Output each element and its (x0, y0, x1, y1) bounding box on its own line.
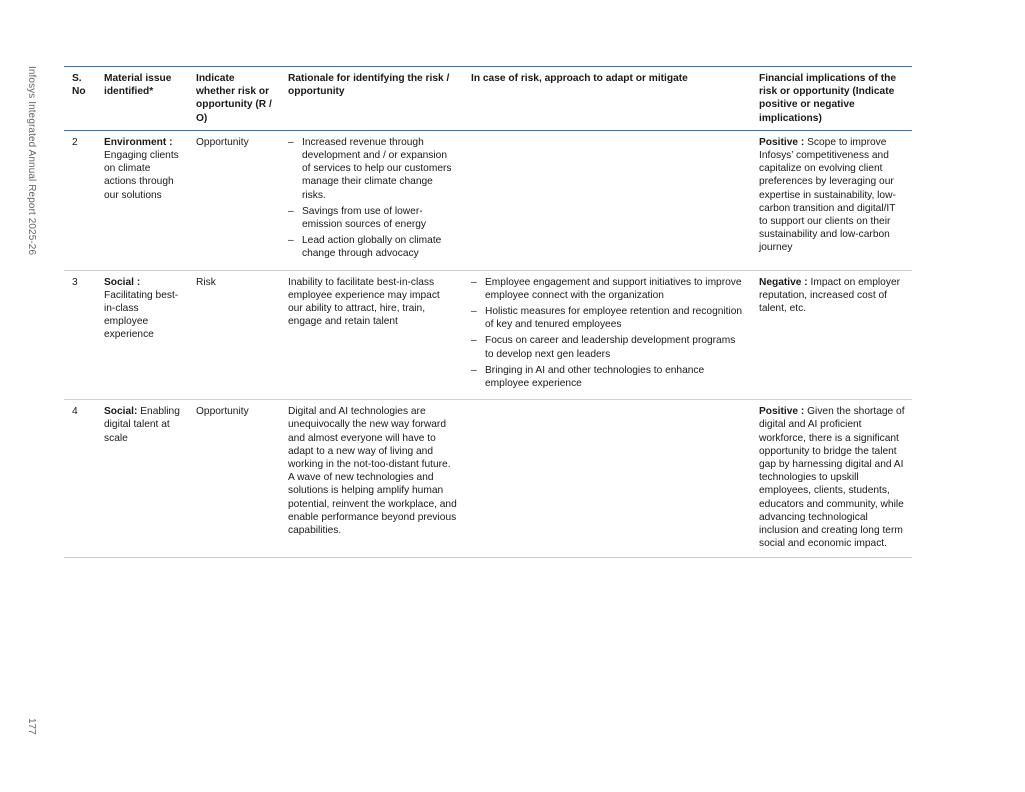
cell-approach (463, 270, 751, 400)
cell-rationale: Inability to facilitate best-in-class employee experience may impact our ability to attract, hire, train, engage and retain talent (288, 276, 440, 328)
cell-approach (463, 130, 751, 270)
implication-type: Positive : (759, 406, 805, 418)
report-title: Infosys Integrated Annual Report 2025-26 (26, 66, 37, 256)
issue-description: Facilitating best-in-class employee experience (104, 289, 179, 341)
table-row (64, 400, 912, 557)
list-item: – Savings from use of lower-emission sources of energy (288, 205, 457, 231)
cell-sno: 4 (72, 406, 78, 418)
cell-financial-implications (751, 270, 912, 400)
header-approach: In case of risk, approach to adapt or mitigate (471, 73, 688, 84)
implication-description: Scope to improve Infosys’ competitiveness and capitalize on evolving client preferences by leveraging our expertise in sustainability, low-carbon transition and digital/IT to support our clients on their sustainability and low-carbon journey (759, 136, 896, 254)
issue-description: Engaging clients on climate actions through our solutions (104, 150, 179, 201)
page-number: 177 (26, 718, 37, 735)
list-item: – Focus on career and leadership development programs to develop next gen leaders (471, 334, 745, 360)
table-row (64, 270, 912, 400)
implication-description: Given the shortage of digital and AI proficient workforce, there is a significant opportunity to bridge the talent gap by harnessing digital and AI technologies to upskill employees, clients, students, educators and community, while advancing technological inclusion and creating long term social and economic impact. (759, 406, 905, 550)
issue-category: Social : (104, 276, 141, 288)
list-item: – Lead action globally on climate change through advocacy (288, 234, 457, 260)
cell-material-issue (96, 130, 188, 270)
cell-risk-or-opportunity: Opportunity (196, 136, 249, 148)
header-financial-implications: Financial implications of the risk or opportunity (Indicate positive or negative implications) (759, 73, 896, 124)
header-rationale: Rationale for identifying the risk / opportunity (288, 73, 450, 98)
implication-type: Negative : (759, 276, 808, 288)
list-item: – Employee engagement and support initiatives to improve employee connect with the organization (471, 276, 745, 302)
cell-sno: 2 (72, 136, 78, 148)
list-item: – Increased revenue through development and / or expansion of services to help our customers manage their climate change risks. (288, 136, 457, 202)
cell-rationale: Digital and AI technologies are unequivocally the new way forward and almost everyone will have to adapt to a new way of living and working in the not-too-distant future. A wave of new technologies and solutions is helping amplify human potential, reinvent the workplace, and enable performance beyond previous capabilities. (288, 406, 457, 537)
issue-description: Enabling digital talent at scale (104, 406, 180, 444)
cell-material-issue (96, 400, 188, 557)
header-sno: S. No (72, 73, 86, 98)
cell-financial-implications (751, 400, 912, 557)
implication-description: Impact on employer reputation, increased cost of talent, etc. (759, 276, 900, 315)
cell-sno: 3 (72, 276, 78, 288)
issue-category: Social: (104, 406, 138, 418)
issue-category: Environment : (104, 136, 173, 148)
list-item: – Holistic measures for employee retention and recognition of key and tenured employees (471, 305, 745, 331)
rationale-list (288, 136, 457, 261)
implication-type: Positive : (759, 136, 805, 148)
header-material-issue: Material issue identified* (104, 73, 172, 98)
cell-approach (463, 400, 751, 557)
cell-rationale (280, 130, 463, 270)
approach-list (471, 276, 745, 391)
cell-financial-implications (751, 130, 912, 270)
header-risk-or-opportunity: Indicate whether risk or opportunity (R / O) (196, 73, 272, 124)
table-header-row (64, 67, 912, 131)
list-item: – Bringing in AI and other technologies to enhance employee experience (471, 364, 745, 390)
risk-opportunity-table (64, 66, 912, 558)
cell-risk-or-opportunity: Risk (196, 276, 216, 288)
table-row (64, 130, 912, 270)
cell-risk-or-opportunity: Opportunity (196, 406, 249, 418)
cell-material-issue (96, 270, 188, 400)
